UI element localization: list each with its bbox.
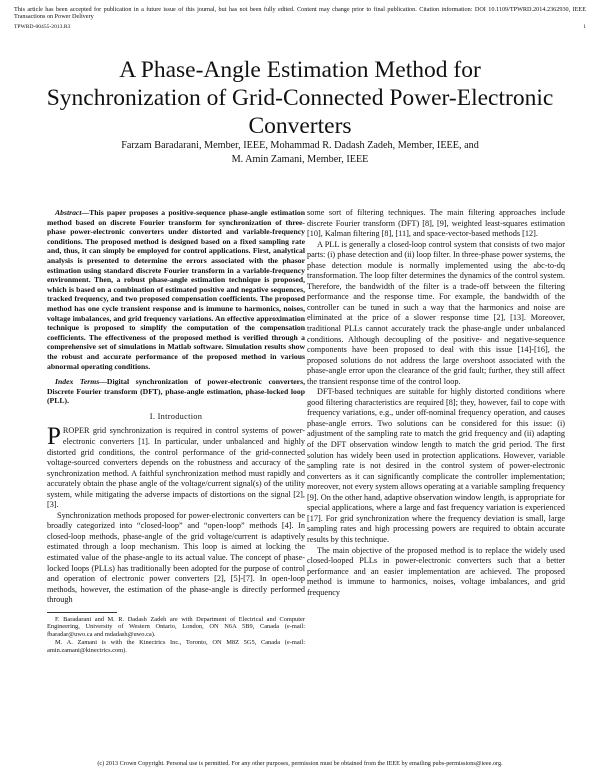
footnote-rule	[47, 612, 117, 613]
authors-line-1: Farzam Baradarani, Member, IEEE, Mohammad R. Dadash Zadeh, Member, IEEE, and	[121, 140, 479, 151]
intro-paragraph-2: Synchronization methods proposed for power-electronic converters can be broadly categorized into “closed-loop” and “open-loop” methods [4]. In closed-loop methods, phase-angle of the grid voltage/current is adaptively estimated through a loop mechanism. This loop is aimed at locking the estimated value of the phase-angle to its actual value. The concept of phase-locked loops (PLLs) has traditionally been adopted for the purpose of control and operation of electronic power converters [2], [5]-[7]. In open-loop methods, however, the estimation of the phase-angle is directly performed through	[47, 510, 305, 605]
index-terms	[47, 377, 305, 406]
drop-cap: P	[47, 423, 61, 451]
index-terms-label: Index Terms	[55, 377, 100, 387]
intro-first-word: ROPER	[62, 426, 90, 436]
footnote-affiliation-2: M. A. Zamani is with the Kinectrics Inc., Toronto, ON M8Z 5G5, Canada (e-mail: amin.zamani@kinectrics.com).	[47, 638, 305, 654]
abstract-label: Abstract	[55, 208, 82, 217]
right-paragraph-2: A PLL is generally a closed-loop control system that consists of two major parts: (i) phase detection and (ii) loop filter. In three-phase power systems, the phase detection module is normally implemented using the abc-to-dq transformation. The loop filter determines the dynamics of the control system. Therefore, the bandwidth of the filter is a trade-off between the filtering performance and the response time. For example, the bandwidth of the controller can be tuned in such a way that the harmonics and noise are eliminated at the price of a slower response time [2], [13]. Moreover, traditional PLLs cannot accurately track the phase-angle under unbalanced conditions. Although decoupling of the positive- and negative-sequence components have been proposed to deal with this issue [14]-[16], the proposed solutions do not address the large overshoot associated with the phase-angle error upon the clearance of the grid fault; further, they still affect the transient response time of the control loop.	[307, 239, 565, 386]
section-heading: I. Introduction	[149, 411, 203, 421]
running-header	[14, 24, 586, 30]
publication-notice: This article has been accepted for publication in a future issue of this journal, but has not been fully edited. Content may change prior to final publication. Citation information: DOI 10.1109/TPWRD.2014.2362930, IEEE Transactions on Power Delivery	[14, 6, 586, 21]
right-paragraph-3: DFT-based techniques are suitable for highly distorted conditions where good filtering characteristics are required [8]; they, however, fail to cope with frequency variations, e.g., under off-nominal frequency operation, and causes phase-angle errors. Two solutions can be considered for this issue: (i) adjustment of the sampling rate to match the grid frequency and (ii) adapting of the DFT observation window length to match the grid period. The first solution has widely been used in protection applications. However, variable sampling rate is not desired in the control system of power-electronic converters as it can significantly complicate the controller implementation; moreover, not every system allows operating at a variable sampling frequency [9]. On the other hand, adaptive observation window length, is appropriate for special applications, where a large and fast frequency variation is experienced [17]. For grid synchronization where the frequency deviation is small, large sampling rates and high processing powers are required to obtain accurate results by this technique.	[307, 387, 565, 544]
paper-title: A Phase-Angle Estimation Method for Synchronization of Grid-Connected Power-Electronic Converters	[46, 57, 554, 139]
footnote-affiliation-1: F. Baradarani and M. R. Dadash Zadeh are with Department of Electrical and Computer Engineering, University of Western Ontario, London, ON N6A 5B9, Canada (e-mail: fbaradar@uwo.ca and mdadash@uwo.ca).	[47, 615, 305, 639]
authors-line-2: M. Amin Zamani, Member, IEEE	[231, 153, 369, 165]
right-column	[307, 208, 565, 598]
manuscript-id: TPWRD-00455-2013.R3	[14, 24, 71, 30]
abstract-text: —This paper proposes a positive-sequence phase-angle estimation method based on discrete Fourier transform for synchronization of three-phase power-electronic converters under distorted and variable-frequency conditions. The proposed method is designed based on a fixed sampling rate and, thus, it can simply be employed for control applications. First, analytical analysis is presented to determine the errors associated with the phasor estimation using standard discrete Fourier transform in a variable-frequency environment. Then, a robust phase-angle estimation technique is proposed, which is based on a combination of estimated positive and negative sequences, tracked frequency, and two proposed compensation coefficients. The proposed method has one cycle transient response and is immune to harmonics, noises, voltage imbalances, and grid frequency variations. An effective approximation technique is proposed to simplify the computation of the compensation coefficients. The effectiveness of the proposed method is verified through a comprehensive set of simulations in Matlab software. Simulation results show the robust and accurate performance of the proposed method in various abnormal operating conditions.	[47, 208, 305, 371]
left-column	[47, 208, 305, 654]
right-paragraph-1: some sort of filtering techniques. The main filtering approaches include discrete Fourier transform (DFT) [8], [9], weighted least-squares estimation [10], Kalman filtering [8], [11], and space-vector-based methods [12].	[307, 208, 565, 239]
page-number: 1	[583, 24, 586, 30]
right-paragraph-4: The main objective of the proposed method is to replace the widely used closed-looped PLLs in power-electronic converters such that a better performance and an easier implementation are achieved. The proposed method is immune to harmonics, noises, voltage imbalances, and grid frequency	[307, 545, 565, 597]
abstract	[47, 208, 305, 371]
index-terms-text: —Digital synchronization of power-electronic converters, Discrete Fourier transform (DFT), phase-angle estimation, phase-locked loop (PLL).	[47, 377, 305, 406]
copyright-notice: (c) 2013 Crown Copyright. Personal use is permitted. For any other purposes, permission must be obtained from the IEEE by emailing pubs-permissions@ieee.org.	[97, 760, 503, 767]
author-list	[40, 139, 560, 166]
intro-paragraph-1	[47, 423, 305, 510]
intro-paragraph-1-text: grid synchronization is required in control systems of power-electronic converters [1]. In particular, under unbalanced and highly distorted grid conditions, the control performance of the grid-connected voltage-sourced converters depends on the robustness and accuracy of the synchronization method. A faithful synchronization method must rapidly and accurately obtain the phase angle of the voltage/current signal(s) of the utility system, while mitigating the adverse impacts of distortions on the signal [2], [3].	[47, 426, 305, 510]
